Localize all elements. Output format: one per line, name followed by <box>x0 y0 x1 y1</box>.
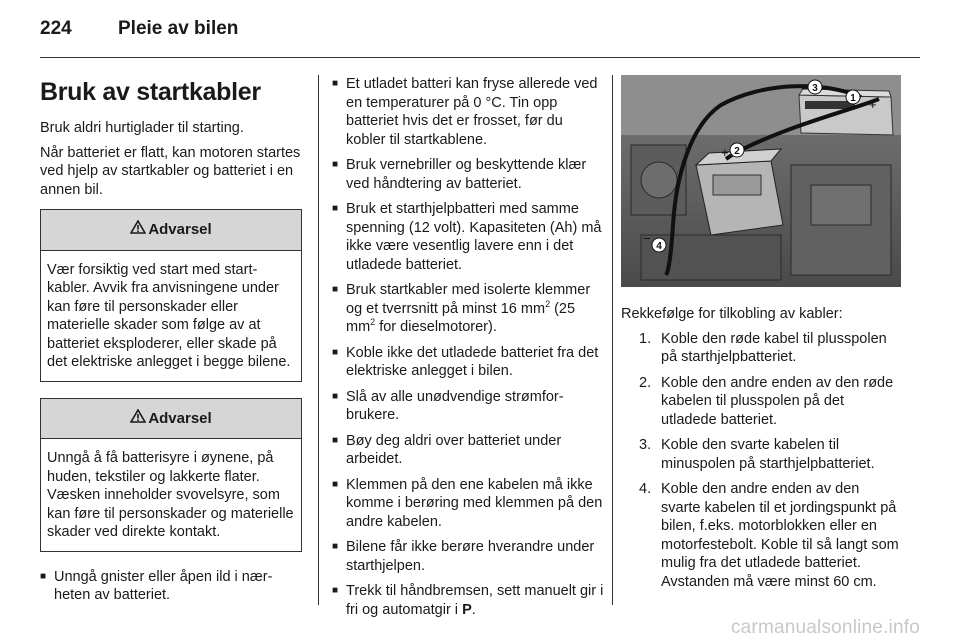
callout-label: 4 <box>656 241 662 252</box>
list-item <box>621 436 901 473</box>
exponent: 2 <box>370 317 376 328</box>
gear-p: P <box>462 601 472 618</box>
column-2 <box>332 75 604 626</box>
list-item: ■ Unngå gnister eller åpen ild i nærheten av batteriet. <box>40 568 302 605</box>
step-text: Koble den andre enden av den svarte kabelen til et jordingspunkt på bilen, f.eks. motorblokken eller en motorfestebolt. Koble til så langt som mulig fra det utladede batteriet. Avstanden må være minst 60 cm. <box>661 481 899 590</box>
list-item: ■ Bøy deg aldri over batteriet under arbeidet. <box>332 432 604 469</box>
sequence-title: Rekkefølge for tilkobling av kabler: <box>621 306 843 322</box>
handbrake-text: Trekk til håndbremsen, sett manuelt gir i fri og automatgir i <box>346 583 604 618</box>
warning-header <box>41 399 301 440</box>
step-number: 1. <box>639 330 652 347</box>
warning-header <box>41 210 301 251</box>
intro-paragraph-2: Når batteriet er flatt, kan motoren startes ved hjelp av startkabler og batteriet i en annen bil. <box>40 144 301 198</box>
list-item <box>621 374 901 430</box>
exponent: 2 <box>545 298 551 309</box>
cable-size-petrol: 16 mm <box>500 300 546 317</box>
list-item <box>332 281 604 337</box>
section-title: Pleie av bilen <box>118 18 239 39</box>
callout-3 <box>808 80 822 94</box>
step-text: Koble den svarte kabelen til minuspolen på starthjelpbatteriet. <box>661 437 875 472</box>
step-text: Koble den røde kabel til plusspolen på starthjelpbatteriet. <box>661 330 887 365</box>
list-item: ■ Bruk et starthjelpbatteri med samme spenning (12 volt). Kapasiteten (Ah) må ikke være vesentlig lavere enn i det utladede batteriet. <box>332 200 604 274</box>
step-number: 2. <box>639 374 652 391</box>
list-item: ■ Bruk vernebriller og beskyttende klær ved håndtering av batteriet. <box>332 156 604 193</box>
cable-spec-tail: for dieselmotorer). <box>375 319 497 335</box>
page-number: 224 <box>40 18 72 39</box>
watermark: carmanualsonline.info <box>730 617 920 638</box>
column-divider-2 <box>612 75 613 605</box>
column-divider-1 <box>318 75 319 605</box>
warning-box-1 <box>40 209 302 382</box>
callout-1 <box>846 90 860 104</box>
list-item: ■ Koble ikke det utladede batteriet fra det elektriske anlegget i bilen. <box>332 344 604 381</box>
list-item <box>621 330 901 367</box>
list-item: ■ Et utladet batteri kan fryse allerede ved en temperaturer på 0 °C. Tin opp batteriet hvis det er frosset, før du kobler til startkablene. <box>332 75 604 149</box>
warning-heading: Advarsel <box>148 409 212 427</box>
warning-triangle-icon <box>130 409 146 429</box>
column-3 <box>621 75 901 598</box>
warning-heading: Advarsel <box>148 221 212 238</box>
step-text: Koble den andre enden av den røde kabelen til plusspolen på det utladede batteriet. <box>661 374 894 428</box>
intro-paragraph-1: Bruk aldri hurtiglader til starting. <box>40 120 244 136</box>
step-number: 3. <box>639 437 652 453</box>
warning-box-2 <box>40 398 302 552</box>
list-item: ■ Bilene får ikke berøre hverandre under starthjelpen. <box>332 538 604 575</box>
cable-spec-text: Bruk startkabler med isolerte klemmer og et tverrsnitt på minst <box>346 282 591 317</box>
connection-sequence-list <box>621 330 901 592</box>
header-rule <box>40 57 920 58</box>
cable-size-diesel: (25 mm <box>346 300 576 335</box>
callout-label: 3 <box>812 83 818 94</box>
callout-label: 1 <box>850 93 856 104</box>
list-item: ■ Slå av alle unødvendige strømforbrukere. <box>332 388 604 425</box>
bullet-list-col1 <box>40 568 302 605</box>
callout-2 <box>730 143 744 157</box>
list-item: ■ Klemmen på den ene kabelen må ikke komme i berøring med klemmen på den andre kabelen. <box>332 476 604 532</box>
column-1 <box>40 75 302 612</box>
step-number: 4. <box>639 481 652 497</box>
minus-sign-icon: − <box>801 81 809 96</box>
warning-triangle-icon <box>130 220 146 240</box>
warning-text: Unngå å få batterisyre i øynene, på huden, tekstiler og lakkerte flater. Væsken inneholder svovelsyre, som kan føre til personskader og materielle skader ved direkte kontakt. <box>47 450 294 540</box>
plus-sign-icon: + <box>869 97 877 112</box>
engine-bay-photo <box>621 75 901 287</box>
bullet-list-col2 <box>332 75 604 619</box>
callout-label: 2 <box>734 146 740 157</box>
plus-sign-icon: + <box>721 145 729 160</box>
warning-text: Vær forsiktig ved start med startkabler. Avvik fra anvisningene under kan føre til personskader eller materielle skader som følge av at batteriet eksploderer, eller skade på det elektriske anlegget i begge bilene. <box>47 261 291 370</box>
list-item: ■ Trekk til håndbremsen, sett manuelt gir i fri og automatgir i P. <box>332 582 604 619</box>
minus-sign-icon: − <box>643 231 651 246</box>
list-item <box>621 480 901 591</box>
callout-4 <box>652 238 666 252</box>
page-title: Bruk av startkabler <box>40 78 261 106</box>
page-header <box>40 18 238 40</box>
